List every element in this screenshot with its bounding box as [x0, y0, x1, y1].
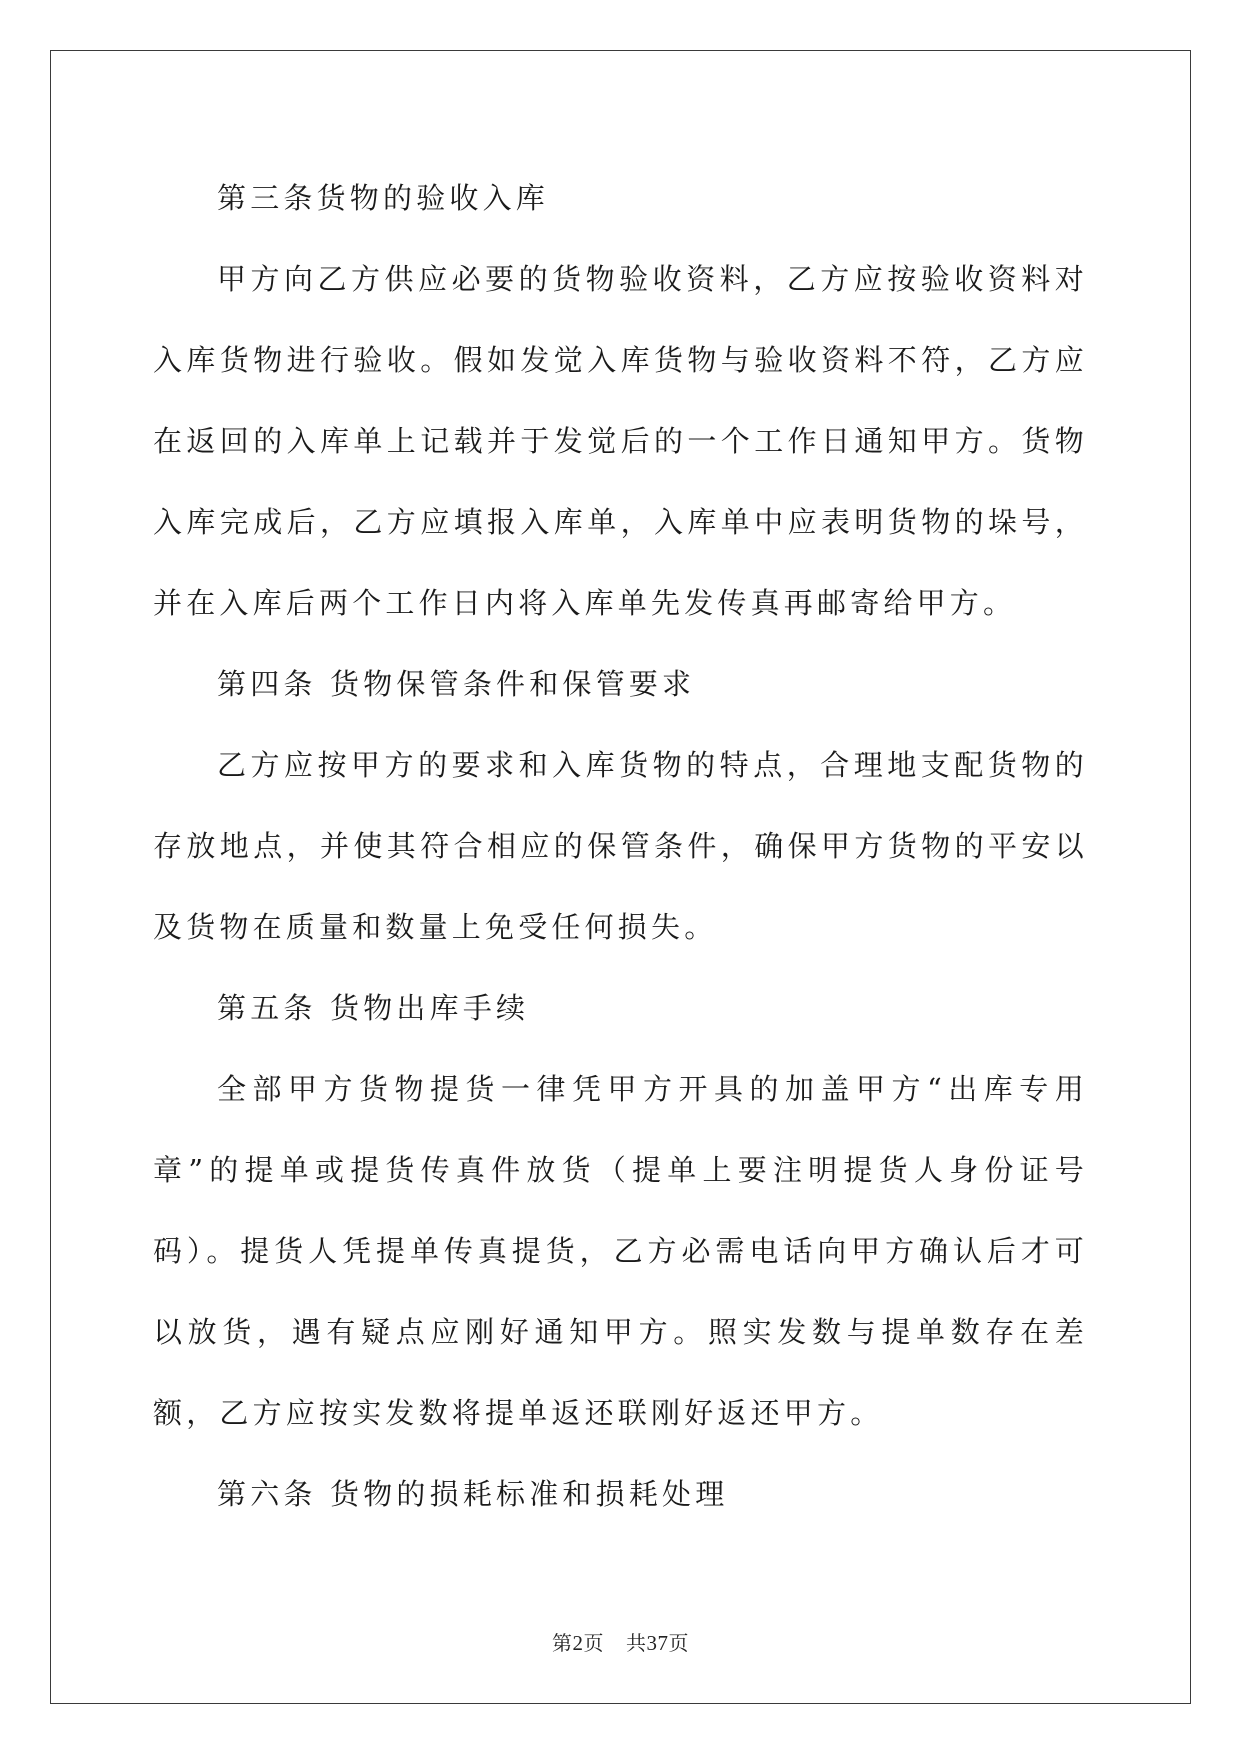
article-5-heading: 第五条 货物出库手续	[217, 991, 530, 1025]
article-3-body: 甲方向乙方供应必要的货物验收资料，乙方应按验收资料对入库货物进行验收。假如发觉入库货物与验收资料不符，乙方应在返回的入库单上记载并于发觉后的一个工作日通知甲方。货物入库完成后，乙方应填报入库单，入库单中应表明货物的垛号，并在入库后两个工作日内将入库单先发传真再邮寄给甲方。	[153, 262, 1088, 620]
total-suffix: 页	[668, 1631, 689, 1655]
total-pages: 37	[646, 1631, 669, 1655]
article-6-heading: 第六条 货物的损耗标准和损耗处理	[217, 1477, 729, 1511]
article-4-heading: 第四条 货物保管条件和保管要求	[217, 667, 696, 701]
page-suffix: 页	[583, 1631, 604, 1655]
page-number: 2	[572, 1631, 584, 1655]
page-footer	[0, 1627, 1241, 1656]
page-prefix: 第	[552, 1631, 573, 1655]
total-prefix: 共	[626, 1631, 647, 1655]
article-3-heading: 第三条货物的验收入库	[217, 181, 550, 215]
article-5-body: 全部甲方货物提货一律凭甲方开具的加盖甲方“出库专用章”的提单或提货传真件放货（提单上要注明提货人身份证号码）。提货人凭提单传真提货，乙方必需电话向甲方确认后才可以放货，遇有疑点应刚好通知甲方。照实发数与提单数存在差额，乙方应按实发数将提单返还联刚好返还甲方。	[153, 1072, 1088, 1430]
document-body	[153, 158, 1088, 1535]
article-4-body: 乙方应按甲方的要求和入库货物的特点，合理地支配货物的存放地点，并使其符合相应的保管条件，确保甲方货物的平安以及货物在质量和数量上免受任何损失。	[153, 748, 1088, 944]
